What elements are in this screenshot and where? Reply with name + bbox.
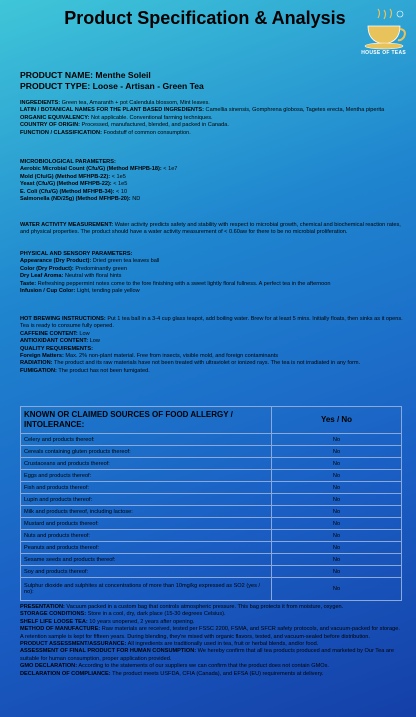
sensory-section: [20, 251, 404, 295]
header: [0, 0, 416, 62]
sensory-line: Dry Leaf Aroma: Neutral with floral hints: [20, 273, 122, 280]
table-row: Lupin and products thereof: No: [21, 494, 402, 506]
function-line: FUNCTION / CLASSIFICATION: Foodstuff of common consumption.: [20, 129, 191, 136]
shelf-life-line: SHELF LIFE LOOSE TEA: 10 years unopened, 2 years after opening.: [20, 618, 195, 625]
assessment-line: PRODUCT ASSESSMENT/ASSURANCE: All ingredients are traditionally used in tea, fruit or herbal blends, and/or food.: [20, 641, 319, 648]
sensory-line: Infusion / Cup Color: Light, tending pale yellow: [20, 288, 140, 295]
foreign-matters-line: Foreign Matters: Max. 2% non-plant material. Free from insects, visible mold, and foreign contaminants: [20, 353, 279, 360]
table-row: Fish and products thereof: No: [21, 482, 402, 494]
logo-text: HOUSE OF TEAS: [361, 50, 406, 56]
sensory-line: Color (Dry Product): Predominantly green: [20, 265, 127, 272]
allergy-header-right: Yes / No: [272, 407, 402, 434]
product-name: PRODUCT NAME: Menthe Soleil: [20, 70, 151, 80]
table-row: Celery and products thereof: No: [21, 434, 402, 446]
storage-line: STORAGE CONDITIONS: Store in a cool, dry, dark place (15-30 degrees Celsius).: [20, 611, 226, 618]
table-row: Sulphur dioxide and sulphites at concentrations of more than 10mg/kg expressed as SO2 (yes / no): No: [21, 578, 402, 601]
gmo-line: GMO DECLARATION: According to the statements of our suppliers we can confirm that the product does not contain GMOs.: [20, 663, 329, 670]
micro-line: Yeast (Cfu/G) (Method MFHPB-22): < 1e5: [20, 181, 128, 188]
micro-heading: MICROBIOLOGICAL PARAMETERS:: [20, 159, 116, 165]
quality-line: QUALITY REQUIREMENTS:: [20, 345, 93, 352]
table-row: Milk and products thereof, including lactose: No: [21, 506, 402, 518]
table-row: Sesame seeds and products thereof: No: [21, 554, 402, 566]
sensory-heading: PHYSICAL AND SENSORY PARAMETERS:: [20, 251, 133, 257]
micro-section: [20, 159, 404, 203]
radiation-line: RADIATION: The product and its raw materials have not been treated with ultraviolet or ionized rays. The tea is not irradiated in any form.: [20, 360, 361, 367]
micro-line: Salmonella (ND/25g) (Method MFHPB-20): ND: [20, 196, 141, 203]
product-type: PRODUCT TYPE: Loose - Artisan - Green Tea: [20, 81, 204, 91]
table-row: Crustaceans and products thereof: No: [21, 458, 402, 470]
origin-line: COUNTRY OF ORIGIN: Processed, manufactured, blended, and packed in Canada.: [20, 122, 229, 129]
brewing-line: HOT BREWING INSTRUCTIONS: Put 1 tea ball in a 3-4 cup glass teapot, add boiling water. Brew for at least 5 mins. Initially floats, then sinks as it opens. Tea is ready to consume fully opened.: [20, 316, 403, 330]
general-info-section: [20, 100, 404, 137]
sensory-line: Appearance (Dry Product): Dried green tea leaves ball: [20, 258, 160, 265]
latin-names-line: LATIN / BOTANICAL NAMES FOR THE PLANT BASED INGREDIENTS: Camellia sinensis, Gomphrena globosa, Tagetes erecta, Mentha piperita: [20, 107, 385, 114]
allergy-table: [20, 406, 402, 601]
antioxidant-line: ANTIOXIDANT CONTENT: Low: [20, 338, 100, 345]
page-title: Product Specification & Analysis: [64, 8, 346, 28]
table-row: Eggs and products thereof: No: [21, 470, 402, 482]
manufacture-line: METHOD OF MANUFACTURE: Raw materials are received, tested per FSSC 2200, FSMA, and SFCR safety protocols, and vacuum-packed for storage. A retention sample is kept for fifteen years. During blending, they're mixed with organic flavors, tested, and vacuum-sealed before distribution.: [20, 626, 400, 640]
micro-line: E. Coli (Cfu/G) (Method MFHPB-34): < 10: [20, 188, 128, 195]
water-activity-section: WATER ACTIVITY MEASUREMENT: Water activity predicts safety and stability with respect to microbial growth, chemical and biochemical reaction rates, and physical properties. The product should have a water activity measurement of < 0.60aw for there to be no microbial proliferation.: [20, 222, 401, 236]
table-row: Cereals containing gluten products thereof: No: [21, 446, 402, 458]
micro-line: Mold (Cfu/G) (Method MFHPB-22): < 1e5: [20, 173, 126, 180]
table-row: Nuts and products thereof: No: [21, 530, 402, 542]
brewing-section: [20, 316, 404, 375]
table-row: Peanuts and products thereof: No: [21, 542, 402, 554]
table-row: Soy and products thereof: No: [21, 566, 402, 578]
fumigation-line: FUMIGATION: The product has not been fumigated.: [20, 367, 150, 374]
allergy-header-left: KNOWN OR CLAIMED SOURCES OF FOOD ALLERGY / INTOLERANCE:: [21, 407, 272, 434]
table-row: Mustard and products thereof: No: [21, 518, 402, 530]
sensory-line: Taste: Refreshing peppermint notes come to the fore finishing with a sweet lightly floral fullness. A perfect tea in the afternoon: [20, 280, 331, 287]
allergy-table-header: [21, 407, 402, 434]
caffeine-line: CAFFEINE CONTENT: Low: [20, 330, 90, 337]
organic-line: ORGANIC EQUIVALENCY: Not applicable. Conventional farming techniques.: [20, 114, 213, 121]
final-product-line: ASSESSMENT OF FINAL PRODUCT FOR HUMAN CONSUMPTION: We hereby confirm that all tea products produced and marketed by Our Tea are suitable for human consumption, proper application provided.: [20, 648, 394, 662]
product-heading: [20, 70, 400, 92]
packaging-section: [20, 604, 404, 678]
presentation-line: PRESENTATION: Vacuum packed in a custom bag that controls atmospheric pressure. This bag protects it from moisture, oxygen.: [20, 604, 344, 610]
ingredients-line: INGREDIENTS: Green tea, Amaranth + pot Calendula blossom, Mint leaves.: [20, 100, 210, 106]
compliance-line: DECLARATION OF COMPLIANCE: The product meets USFDA, CFIA (Canada), and EFSA (EU) requirements at delivery.: [20, 670, 324, 677]
micro-line: Aerobic Microbial Count (Cfu/G) (Method MFHPB-18): < 1e7: [20, 166, 178, 173]
